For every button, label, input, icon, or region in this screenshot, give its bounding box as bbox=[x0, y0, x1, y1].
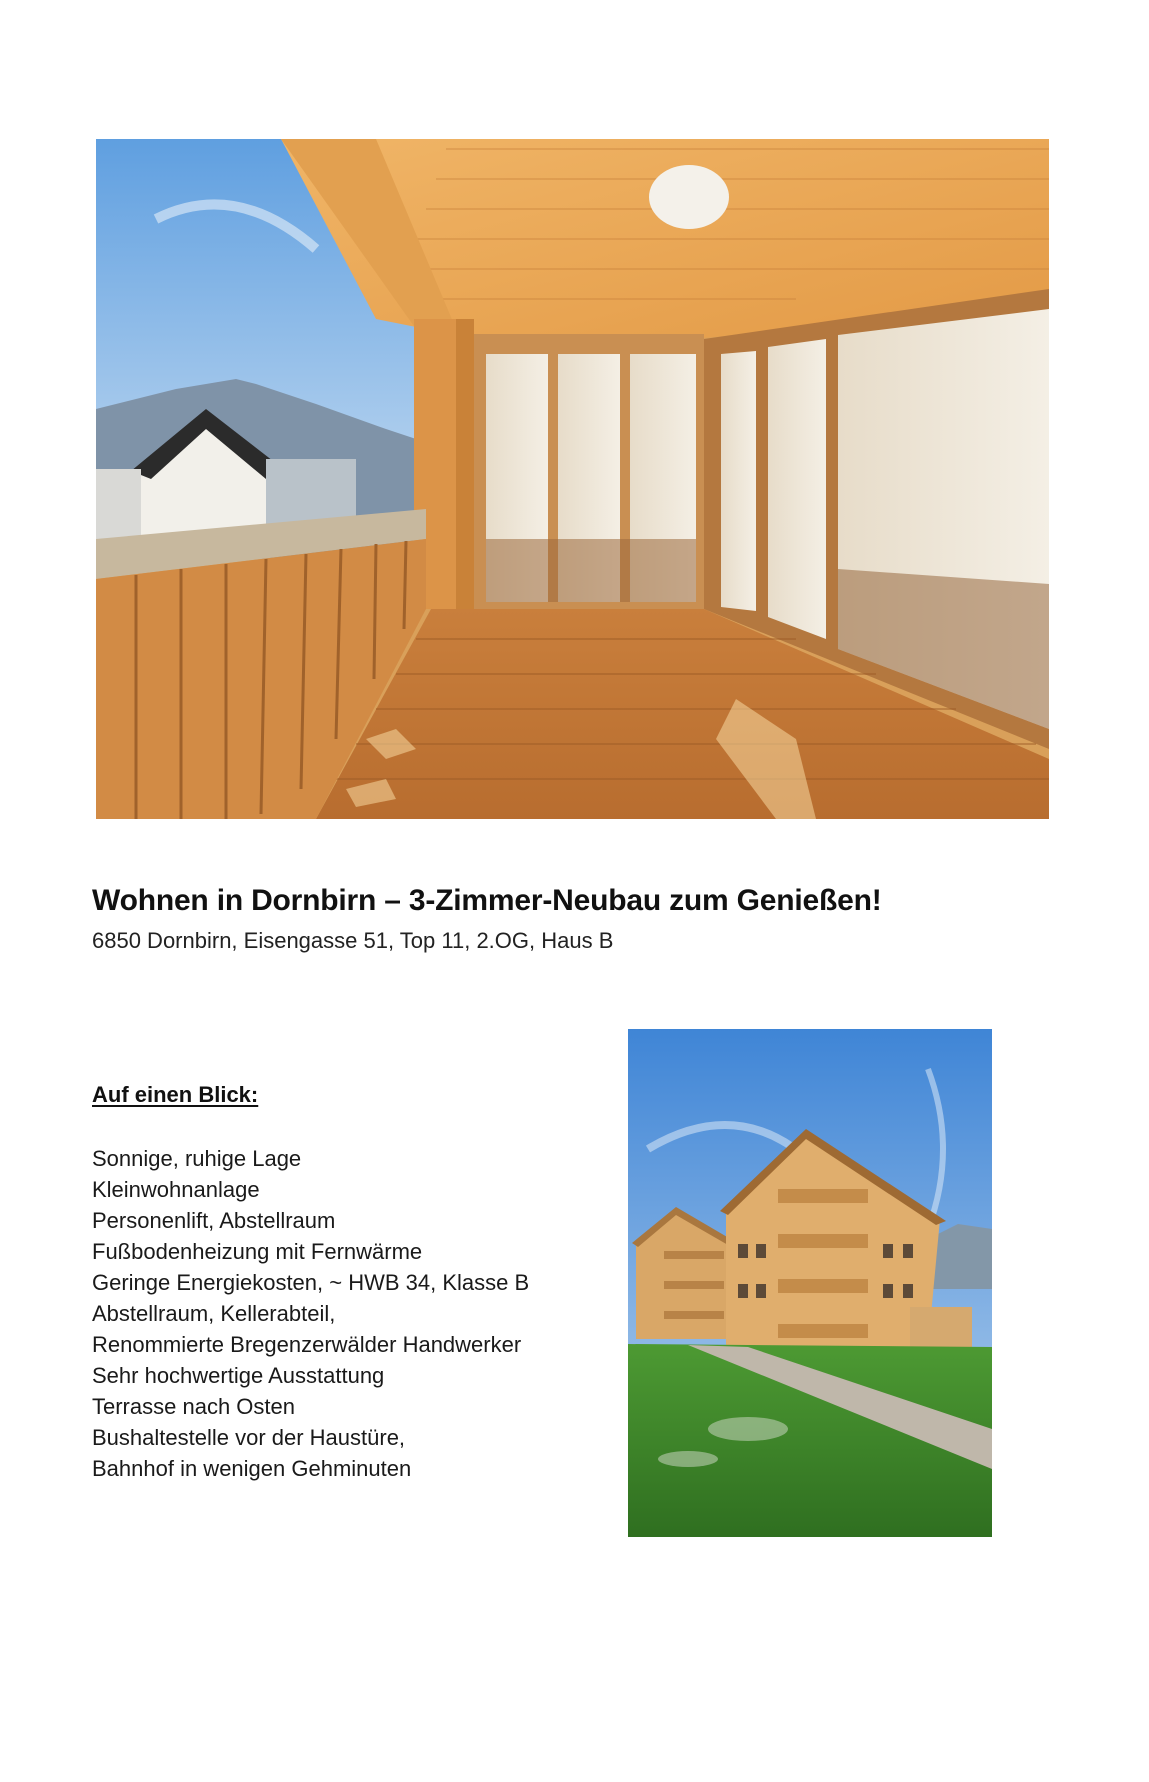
building-illustration bbox=[628, 1029, 992, 1537]
hero-photo-balcony bbox=[96, 139, 1049, 819]
feature-item: Kleinwohnanlage bbox=[92, 1177, 260, 1202]
listing-title: Wohnen in Dornbirn – 3-Zimmer-Neubau zum Genießen! bbox=[92, 884, 882, 917]
building-photo bbox=[628, 1029, 992, 1537]
feature-item: Fußbodenheizung mit Fernwärme bbox=[92, 1239, 423, 1264]
feature-list bbox=[92, 1143, 612, 1484]
feature-item: Geringe Energiekosten, ~ HWB 34, Klasse B bbox=[92, 1270, 530, 1295]
feature-item: Renommierte Bregenzerwälder Handwerker bbox=[92, 1332, 522, 1357]
listing-address: 6850 Dornbirn, Eisengasse 51, Top 11, 2.OG, Haus B bbox=[92, 928, 614, 953]
feature-item: Bushaltestelle vor der Haustüre, bbox=[92, 1425, 406, 1450]
overview-heading: Auf einen Blick: bbox=[92, 1082, 259, 1107]
feature-item: Sonnige, ruhige Lage bbox=[92, 1146, 302, 1171]
balcony-illustration bbox=[96, 139, 1049, 819]
feature-item: Bahnhof in wenigen Gehminuten bbox=[92, 1456, 412, 1481]
feature-item: Terrasse nach Osten bbox=[92, 1394, 295, 1419]
feature-item: Personenlift, Abstellraum bbox=[92, 1208, 336, 1233]
feature-item: Sehr hochwertige Ausstattung bbox=[92, 1363, 385, 1388]
feature-item: Abstellraum, Kellerabteil, bbox=[92, 1301, 336, 1326]
